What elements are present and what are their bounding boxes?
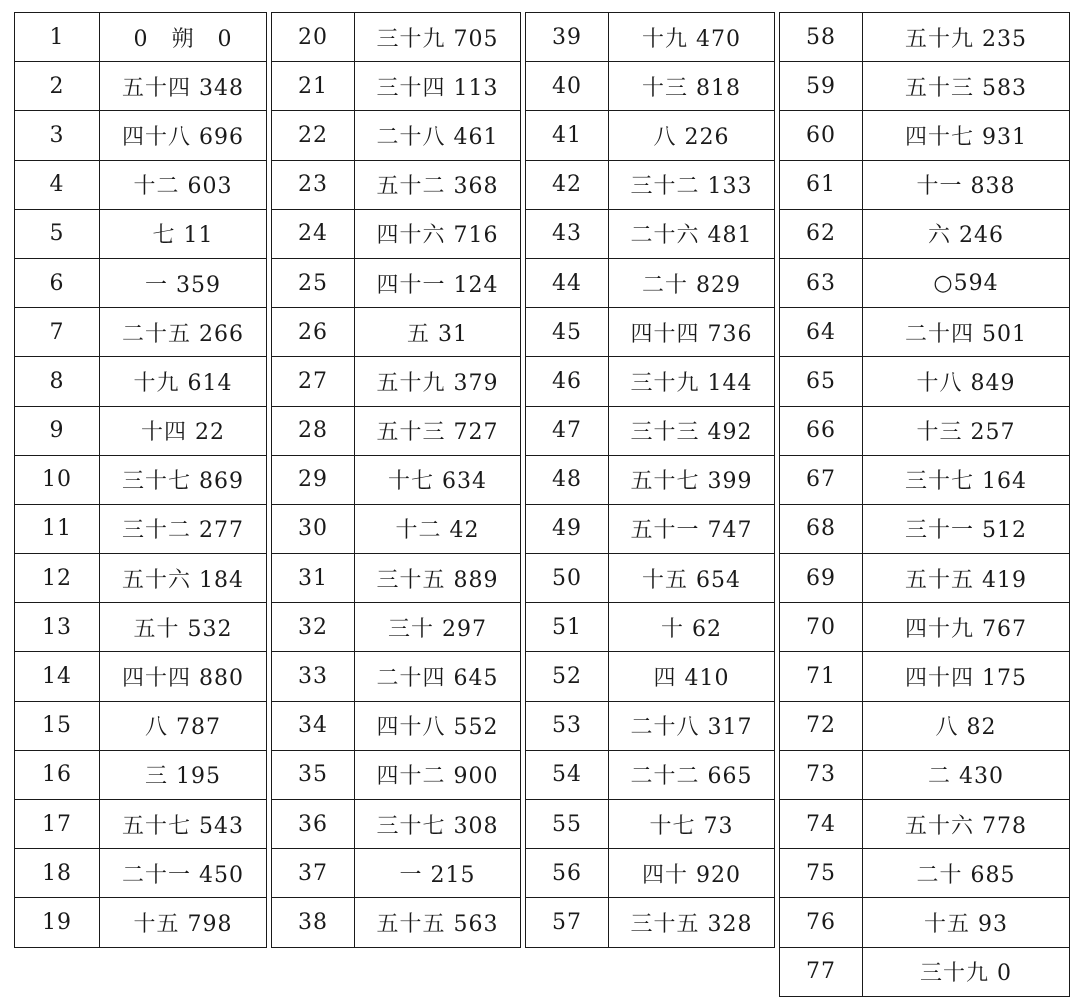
row-number: 76 — [780, 898, 863, 946]
row-value: 二十四 501 — [905, 321, 1027, 347]
row-value: 四十九 767 — [905, 616, 1027, 642]
row-value: 一 215 — [399, 862, 476, 888]
row-number: 32 — [272, 603, 355, 651]
table-row — [272, 160, 520, 209]
row-number: 46 — [526, 357, 609, 405]
row-value: 四十八 552 — [376, 715, 499, 741]
table-row — [15, 61, 266, 110]
row-number: 4 — [15, 161, 100, 209]
table-row — [272, 455, 520, 504]
row-number: 57 — [526, 898, 609, 946]
table-row — [526, 61, 774, 110]
row-number: 37 — [272, 849, 355, 897]
row-number: 69 — [780, 554, 863, 602]
row-number: 15 — [15, 702, 100, 750]
row-number: 77 — [780, 948, 863, 996]
row-value: 四十二 900 — [376, 764, 499, 790]
table-row — [526, 848, 774, 897]
table-row — [780, 356, 1069, 405]
table-row — [780, 455, 1069, 504]
table-row — [272, 61, 520, 110]
table-row — [526, 160, 774, 209]
row-number: 70 — [780, 603, 863, 651]
table-row — [15, 160, 266, 209]
row-number: 73 — [780, 751, 863, 799]
row-number: 28 — [272, 407, 355, 455]
data-table — [14, 12, 1070, 997]
row-value: 五十九 235 — [905, 26, 1027, 52]
row-number: 23 — [272, 161, 355, 209]
row-number: 64 — [780, 308, 863, 356]
table-row — [526, 406, 774, 455]
row-number: 50 — [526, 554, 609, 602]
row-number: 53 — [526, 702, 609, 750]
row-value: 十四 22 — [141, 420, 225, 446]
row-value: 二十八 317 — [630, 715, 753, 741]
row-value: ○594 — [933, 270, 999, 296]
row-value: 三十一 512 — [905, 518, 1027, 544]
row-number: 31 — [272, 554, 355, 602]
table-row — [15, 406, 266, 455]
table-row — [272, 750, 520, 799]
row-number: 18 — [15, 849, 100, 897]
table-row — [15, 750, 266, 799]
row-number: 38 — [272, 898, 355, 946]
row-value: 二十八 461 — [376, 124, 499, 150]
row-value: 二十四 645 — [376, 666, 499, 692]
row-value: 二十五 266 — [122, 321, 244, 347]
table-row — [526, 110, 774, 159]
row-value: 十二 42 — [395, 518, 480, 544]
row-value: 十七 634 — [388, 469, 487, 495]
row-value: 十三 257 — [916, 420, 1016, 446]
row-number: 21 — [272, 62, 355, 110]
row-value: 八 787 — [145, 715, 221, 741]
row-number: 6 — [15, 259, 100, 307]
row-number: 66 — [780, 407, 863, 455]
table-row — [780, 61, 1069, 110]
row-value: 四十四 880 — [122, 666, 244, 692]
row-number: 71 — [780, 652, 863, 700]
row-number: 68 — [780, 505, 863, 553]
row-value: 二十六 481 — [630, 223, 753, 249]
row-number: 33 — [272, 652, 355, 700]
row-number: 7 — [15, 308, 100, 356]
table-row — [526, 209, 774, 258]
row-number: 9 — [15, 407, 100, 455]
row-value: 四十六 716 — [376, 223, 499, 249]
table-row — [15, 13, 266, 61]
table-row — [780, 553, 1069, 602]
row-number: 47 — [526, 407, 609, 455]
table-row — [780, 307, 1069, 356]
row-number: 75 — [780, 849, 863, 897]
table-row — [272, 356, 520, 405]
table-row — [272, 209, 520, 258]
row-number: 44 — [526, 259, 609, 307]
table-row — [526, 750, 774, 799]
table-row — [272, 799, 520, 848]
table-row — [272, 307, 520, 356]
row-value: 三十九 705 — [376, 26, 499, 52]
row-value: 四十八 696 — [122, 124, 244, 150]
row-value: 五十 532 — [133, 616, 233, 642]
table-row — [15, 799, 266, 848]
row-number: 11 — [15, 505, 100, 553]
row-number: 26 — [272, 308, 355, 356]
row-number: 27 — [272, 357, 355, 405]
row-value: 六 246 — [928, 223, 1004, 249]
row-value: 四十 920 — [642, 862, 741, 888]
row-value: 十二 603 — [133, 174, 233, 200]
row-value: 二 430 — [928, 764, 1004, 790]
row-number: 63 — [780, 259, 863, 307]
table-row — [272, 602, 520, 651]
row-number: 48 — [526, 456, 609, 504]
table-row — [15, 602, 266, 651]
table-block-2 — [271, 12, 521, 948]
table-row — [15, 110, 266, 159]
row-number: 60 — [780, 111, 863, 159]
row-value: 0 朔 0 — [133, 26, 233, 52]
row-value: 十九 470 — [642, 26, 741, 52]
row-number: 52 — [526, 652, 609, 700]
table-row — [15, 209, 266, 258]
table-row — [15, 504, 266, 553]
row-value: 五十三 583 — [905, 75, 1027, 101]
table-row — [780, 701, 1069, 750]
row-value: 二十 685 — [916, 862, 1016, 888]
row-number: 22 — [272, 111, 355, 159]
row-value: 五十六 184 — [122, 567, 244, 593]
table-row — [272, 13, 520, 61]
table-block-4 — [779, 12, 1070, 997]
row-number: 59 — [780, 62, 863, 110]
table-row — [780, 110, 1069, 159]
row-value: 一 359 — [145, 272, 221, 298]
table-row — [780, 947, 1069, 996]
row-value: 三十五 889 — [376, 567, 499, 593]
row-value: 七 11 — [152, 223, 214, 249]
row-number: 16 — [15, 751, 100, 799]
table-row — [780, 406, 1069, 455]
row-number: 58 — [780, 13, 863, 61]
table-row — [15, 848, 266, 897]
row-value: 五十七 543 — [122, 813, 244, 839]
table-row — [272, 258, 520, 307]
table-row — [526, 356, 774, 405]
row-number: 41 — [526, 111, 609, 159]
row-number: 43 — [526, 210, 609, 258]
row-value: 三十七 308 — [376, 813, 499, 839]
row-value: 四十一 124 — [376, 272, 499, 298]
table-row — [526, 701, 774, 750]
row-number: 19 — [15, 898, 100, 946]
row-value: 十七 73 — [649, 813, 734, 839]
row-value: 十一 838 — [916, 174, 1016, 200]
table-row — [780, 602, 1069, 651]
row-value: 十五 654 — [642, 567, 741, 593]
table-row — [526, 307, 774, 356]
table-row — [780, 160, 1069, 209]
row-value: 十 62 — [661, 616, 722, 642]
row-value: 五十一 747 — [630, 518, 753, 544]
row-number: 3 — [15, 111, 100, 159]
table-row — [780, 897, 1069, 946]
row-value: 三十七 869 — [122, 469, 244, 495]
row-value: 十五 798 — [133, 911, 233, 937]
row-number: 34 — [272, 702, 355, 750]
row-number: 29 — [272, 456, 355, 504]
table-row — [780, 799, 1069, 848]
table-row — [272, 651, 520, 700]
table-row — [780, 13, 1069, 61]
row-number: 24 — [272, 210, 355, 258]
row-value: 二十 829 — [642, 272, 741, 298]
row-number: 49 — [526, 505, 609, 553]
table-row — [15, 455, 266, 504]
table-row — [780, 504, 1069, 553]
row-value: 五 31 — [407, 321, 468, 347]
table-row — [780, 258, 1069, 307]
table-row — [272, 848, 520, 897]
row-number: 30 — [272, 505, 355, 553]
table-row — [15, 258, 266, 307]
row-number: 61 — [780, 161, 863, 209]
row-value: 八 82 — [935, 715, 997, 741]
table-row — [526, 258, 774, 307]
table-row — [780, 848, 1069, 897]
row-value: 四十七 931 — [905, 124, 1027, 150]
row-number: 45 — [526, 308, 609, 356]
row-value: 三十九 144 — [630, 370, 753, 396]
table-row — [15, 307, 266, 356]
row-value: 五十四 348 — [122, 75, 244, 101]
row-number: 67 — [780, 456, 863, 504]
row-value: 三十 297 — [388, 616, 487, 642]
table-block-1 — [14, 12, 267, 948]
table-row — [526, 13, 774, 61]
table-row — [272, 110, 520, 159]
row-number: 56 — [526, 849, 609, 897]
row-value: 五十七 399 — [630, 469, 753, 495]
table-row — [780, 750, 1069, 799]
row-value: 四十四 175 — [905, 666, 1027, 692]
row-value: 三十七 164 — [905, 469, 1027, 495]
table-row — [526, 897, 774, 946]
row-number: 74 — [780, 800, 863, 848]
table-row — [526, 455, 774, 504]
table-row — [272, 897, 520, 946]
row-value: 十三 818 — [642, 75, 741, 101]
row-value: 三十九 0 — [920, 961, 1012, 987]
row-number: 17 — [15, 800, 100, 848]
row-value: 十九 614 — [133, 370, 233, 396]
table-row — [780, 209, 1069, 258]
table-row — [15, 651, 266, 700]
row-number: 13 — [15, 603, 100, 651]
row-number: 42 — [526, 161, 609, 209]
row-number: 72 — [780, 702, 863, 750]
row-value: 三 195 — [145, 764, 221, 790]
row-value: 三十二 133 — [630, 174, 753, 200]
table-row — [15, 356, 266, 405]
row-number: 12 — [15, 554, 100, 602]
row-value: 五十九 379 — [376, 370, 499, 396]
table-row — [526, 504, 774, 553]
table-row — [526, 651, 774, 700]
row-value: 十五 93 — [924, 911, 1008, 937]
row-number: 14 — [15, 652, 100, 700]
row-number: 51 — [526, 603, 609, 651]
table-row — [272, 553, 520, 602]
row-value: 四 410 — [653, 666, 730, 692]
row-value: 十八 849 — [916, 370, 1016, 396]
row-value: 四十四 736 — [630, 321, 753, 347]
row-number: 65 — [780, 357, 863, 405]
row-number: 54 — [526, 751, 609, 799]
row-number: 8 — [15, 357, 100, 405]
row-number: 20 — [272, 13, 355, 61]
table-row — [272, 504, 520, 553]
row-value: 三十四 113 — [376, 75, 499, 101]
row-number: 36 — [272, 800, 355, 848]
row-value: 二十一 450 — [122, 862, 244, 888]
table-row — [15, 553, 266, 602]
table-row — [15, 701, 266, 750]
row-number: 55 — [526, 800, 609, 848]
row-number: 10 — [15, 456, 100, 504]
row-value: 五十三 727 — [376, 420, 499, 446]
row-number: 39 — [526, 13, 609, 61]
row-number: 62 — [780, 210, 863, 258]
row-value: 三十三 492 — [630, 420, 753, 446]
table-row — [526, 602, 774, 651]
table-row — [272, 701, 520, 750]
row-number: 35 — [272, 751, 355, 799]
table-block-3 — [525, 12, 775, 948]
table-row — [15, 897, 266, 946]
row-value: 五十二 368 — [376, 174, 499, 200]
row-value: 五十六 778 — [905, 813, 1027, 839]
row-value: 五十五 563 — [376, 911, 499, 937]
row-value: 八 226 — [653, 124, 730, 150]
row-value: 二十二 665 — [630, 764, 753, 790]
row-value: 三十二 277 — [122, 518, 244, 544]
table-row — [272, 406, 520, 455]
table-row — [526, 553, 774, 602]
row-number: 5 — [15, 210, 100, 258]
row-value: 三十五 328 — [630, 911, 753, 937]
table-row — [780, 651, 1069, 700]
row-number: 1 — [15, 13, 100, 61]
row-number: 40 — [526, 62, 609, 110]
row-number: 25 — [272, 259, 355, 307]
row-value: 五十五 419 — [905, 567, 1027, 593]
row-number: 2 — [15, 62, 100, 110]
table-row — [526, 799, 774, 848]
